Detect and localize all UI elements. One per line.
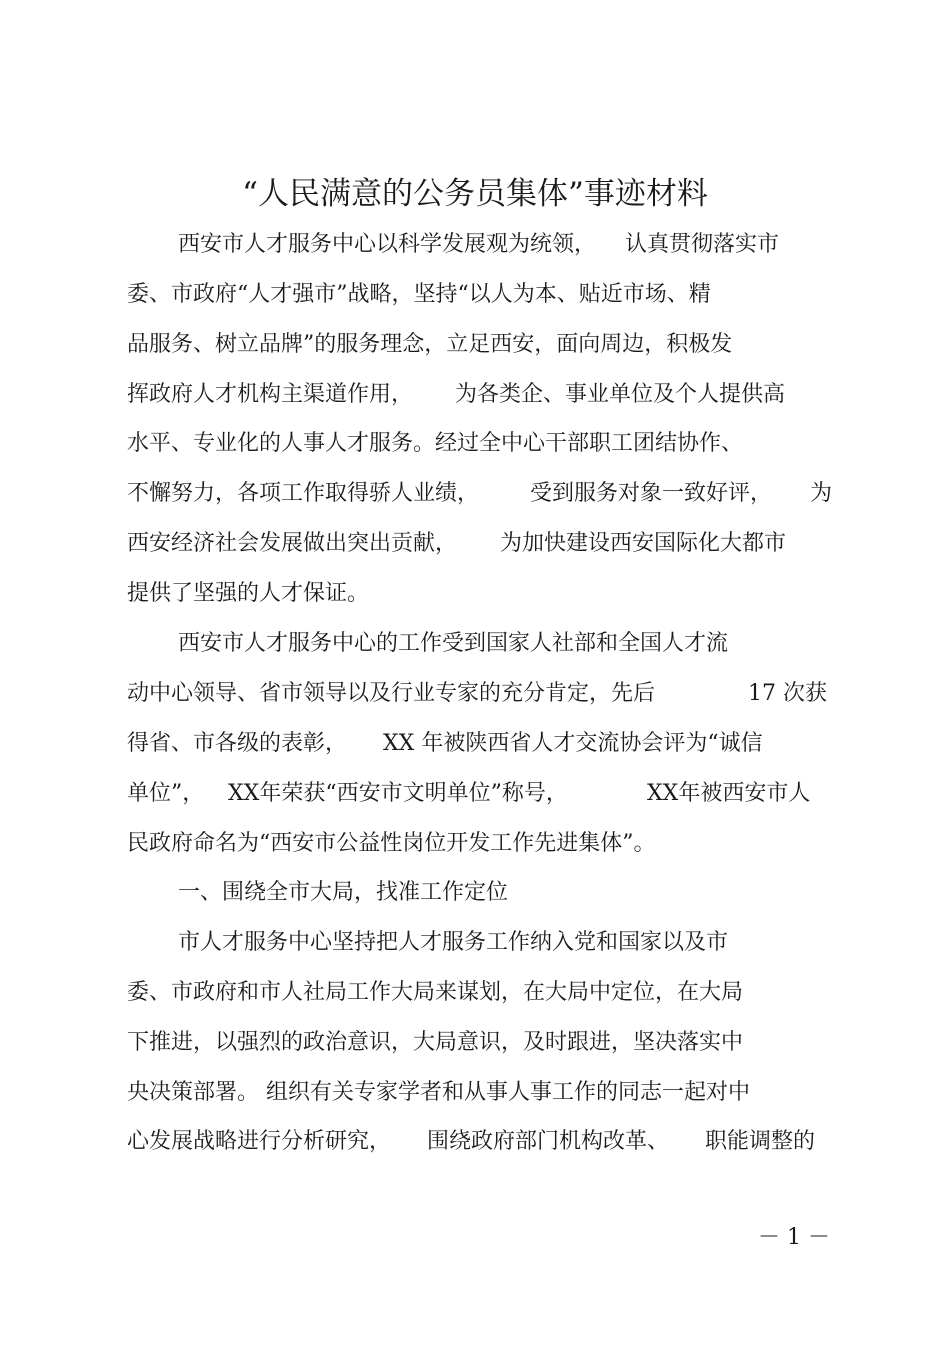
body-text-segment: 水平、专业化的人事人才服务。经过全中心干部职工团结协作、 xyxy=(127,431,744,456)
body-text-segment: 西安市人才服务中心以科学发展观为统领， xyxy=(178,232,597,257)
body-line xyxy=(0,1127,950,1157)
body-text-segment: 一、围绕全市大局，找准工作定位 xyxy=(178,880,509,905)
body-text-segment: 受到服务对象一致好评， xyxy=(530,481,773,506)
body-line xyxy=(0,380,950,410)
body-text-segment: 市人才服务中心坚持把人才服务工作纳入党和国家以及市 xyxy=(178,930,729,955)
body-line xyxy=(0,280,950,310)
body-text-segment: 为加快建设西安国际化大都市 xyxy=(500,531,787,556)
body-text-segment: 单位”， xyxy=(127,781,205,806)
body-line xyxy=(0,629,950,659)
body-text-segment: 17 次获 xyxy=(748,681,827,706)
body-text-segment: 不懈努力，各项工作取得骄人业绩， xyxy=(127,481,480,506)
body-line xyxy=(0,429,950,459)
body-text-segment: 委、市政府和市人社局工作大局来谋划，在大局中定位，在大局 xyxy=(127,980,744,1005)
body-text-segment: 职能调整的 xyxy=(705,1129,816,1154)
body-text-segment: 围绕政府部门机构改革、 xyxy=(427,1129,670,1154)
body-line xyxy=(0,479,950,509)
body-text-segment: 下推进，以强烈的政治意识，大局意识，及时跟进，坚决落实中 xyxy=(127,1030,744,1055)
body-line xyxy=(0,978,950,1008)
body-line xyxy=(0,1028,950,1058)
body-text-segment: XX 年被陕西省人才交流协会评为“诚信 xyxy=(383,731,763,756)
body-line xyxy=(0,230,950,260)
body-text-segment: 挥政府人才机构主渠道作用， xyxy=(127,382,414,407)
body-line xyxy=(0,529,950,559)
body-text-segment: XX年被西安市人 xyxy=(647,781,811,806)
body-text-segment: 为 xyxy=(810,481,833,506)
body-text-segment: 为各类企、事业单位及个人提供高 xyxy=(455,382,786,407)
body-line xyxy=(0,928,950,958)
body-text-segment: 民政府命名为“西安市公益性岗位开发工作先进集体”。 xyxy=(127,831,656,856)
body-text-segment: 央决策部署。 组织有关专家学者和从事人事工作的同志一起对中 xyxy=(127,1080,750,1105)
body-line xyxy=(0,579,950,609)
body-line xyxy=(0,829,950,859)
body-text-segment: 品服务、树立品牌”的服务理念，立足西安，面向周边，积极发 xyxy=(127,332,733,357)
body-line xyxy=(0,878,950,908)
page-number: － 1 － xyxy=(758,1225,830,1250)
body-text-segment: 认真贯彻落实市 xyxy=(625,232,780,257)
body-text-segment: 心发展战略进行分析研究， xyxy=(127,1129,392,1154)
body-line xyxy=(0,679,950,709)
body-text-segment: 动中心领导、省市领导以及行业专家的充分肯定，先后 xyxy=(127,681,656,706)
body-line xyxy=(0,729,950,759)
document-title: “人民满意的公务员集体”事迹材料 xyxy=(242,176,708,212)
body-text-segment: 提供了坚强的人才保证。 xyxy=(127,581,370,606)
body-text-segment: XX年荣获“西安市文明单位”称号， xyxy=(228,781,568,806)
body-text-segment: 西安市人才服务中心的工作受到国家人社部和全国人才流 xyxy=(178,631,729,656)
body-text-segment: 得省、市各级的表彰， xyxy=(127,731,348,756)
body-line xyxy=(0,330,950,360)
body-line xyxy=(0,1078,950,1108)
body-text-segment: 委、市政府“人才强市”战略，坚持“以人为本、贴近市场、精 xyxy=(127,282,711,307)
body-text-segment: 西安经济社会发展做出突出贡献， xyxy=(127,531,458,556)
body-line xyxy=(0,779,950,809)
